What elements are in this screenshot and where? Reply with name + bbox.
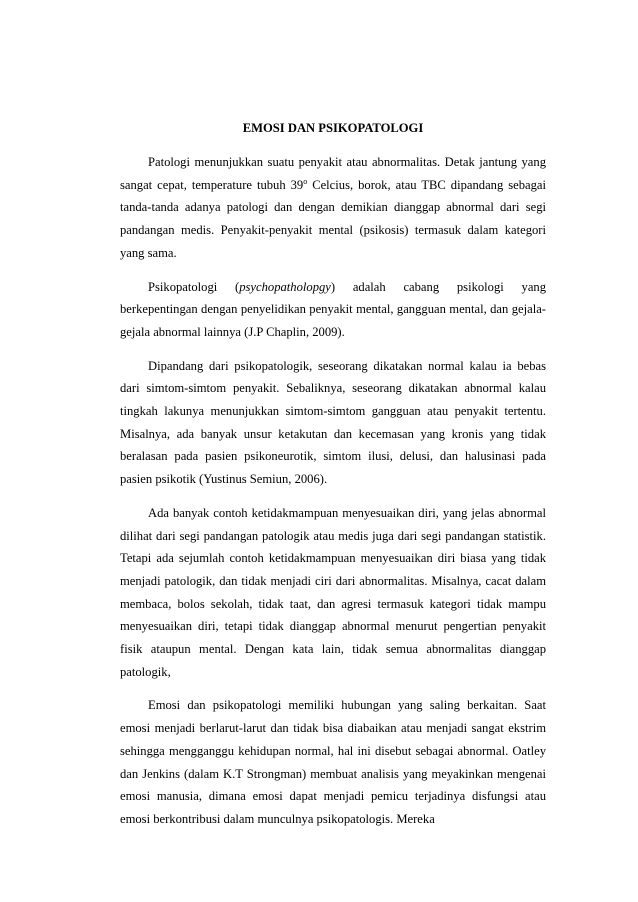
italic-term: psychopatholopgy — [239, 279, 331, 294]
paragraph-patologi — [120, 151, 546, 265]
paragraph-emotion-psychopathology: Emosi dan psikopatologi memiliki hubungan yang saling berkaitan. Saat emosi menjadi berlarut-larut dan tidak bisa diabaikan atau menjadi sangat ekstrim sehingga mengganggu kehidupan normal, hal ini disebut sebagai abnormal. Oatley dan Jenkins (dalam K.T Strongman) membuat analisis yang meyakinkan mengenai emosi manusia, dimana emosi dapat menjadi pemicu terjadinya disfungsi atau emosi berkontribusi dalam munculnya psikopatologis. Mereka — [120, 698, 546, 826]
paragraph-text: Psikopatologi ( — [148, 279, 240, 294]
paragraph-maladjustment-examples: Ada banyak contoh ketidakmampuan menyesuaikan diri, yang jelas abnormal dilihat dari segi pandangan patologik atau medis juga dari segi pandangan statistik. Tetapi ada sejumlah contoh ketidakmampuan menyesuaikan diri biasa yang tidak menjadi patologik, dan tidak menjadi ciri dari abnormalitas. Misalnya, cacat dalam membaca, bolos sekolah, tidak taat, dan agresi termasuk kategori tidak mampu menyesuaikan diri, tetapi tidak dianggap abnormal menurut pengertian penyakit fisik ataupun mental. Dengan kata lain, tidak semua abnormalitas dianggap patologik, — [120, 505, 546, 679]
paragraph-text: Patologi menunjukkan suatu penyakit atau abnormalitas. Detak jantung yang sangat cepat, temperature tubuh 39 — [120, 155, 546, 192]
document-page — [120, 120, 546, 842]
paragraph-psikopatologi-definition — [120, 276, 546, 344]
paragraph-normal-abnormal: Dipandang dari psikopatologik, seseorang dikatakan normal kalau ia bebas dari simtom-simtom penyakit. Sebaliknya, seseorang dikatakan abnormal kalau tingkah lakunya menunjukkan simtom-simtom gangguan atau penyakit tertentu. Misalnya, ada banyak unsur ketakutan dan kecemasan yang kronis yang tidak beralasan pada pasien psikoneurotik, simtom ilusi, delusi, dan halusinasi pada pasien psikotik (Yustinus Semiun, 2006). — [120, 358, 546, 487]
paragraph-text: Celcius, borok, atau TBC dipandang sebagai tanda-tanda adanya patologi dan dengan demikian dianggap abnormal dari segi pandangan medis. Penyakit-penyakit mental (psikosis) termasuk dalam kategori yang sama. — [120, 177, 546, 260]
page-title: EMOSI DAN PSIKOPATOLOGI — [242, 121, 424, 135]
degree-superscript: o — [303, 176, 308, 186]
paragraph-text: ) adalah cabang psikologi yang berkepentingan dengan penyelidikan penyakit mental, gangguan mental, dan gejala-gejala abnormal lainnya (J.P Chaplin, 2009). — [120, 279, 546, 339]
